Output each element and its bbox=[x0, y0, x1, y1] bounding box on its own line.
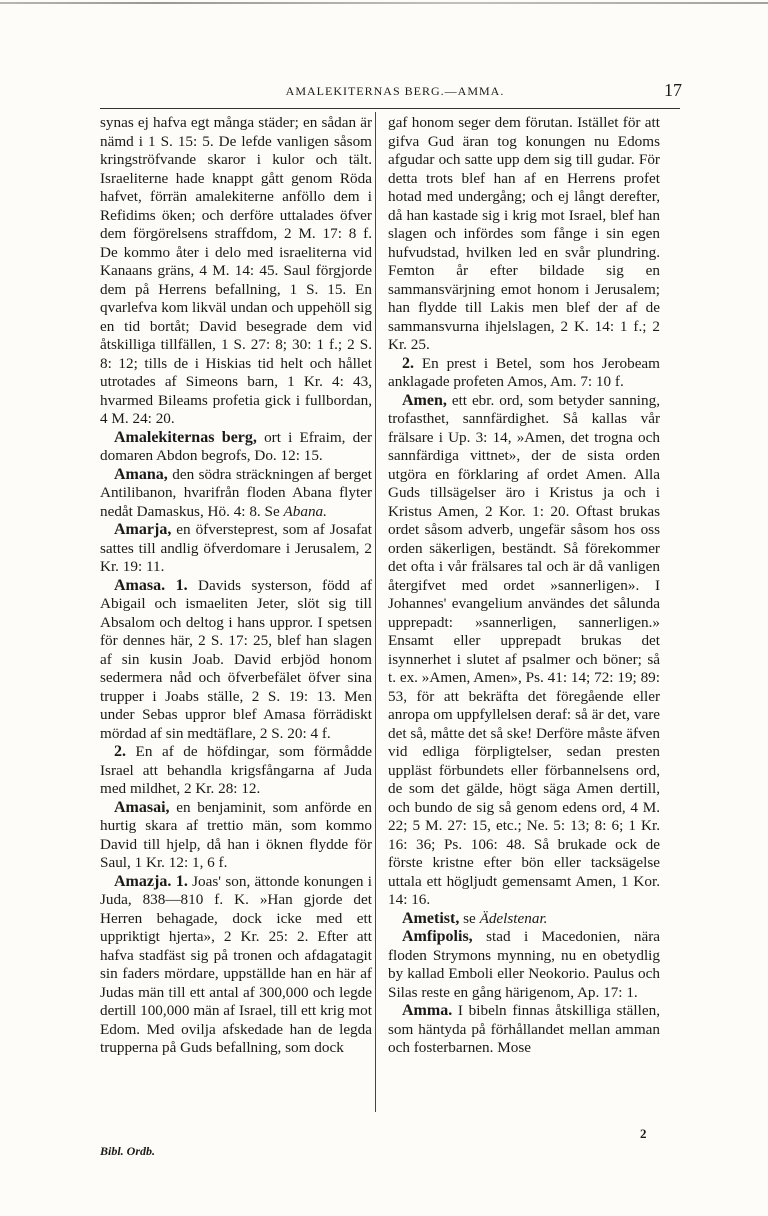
entry-text: den södra sträckningen af berget Antilibanon, hvarifrån floden Abana flyter nedåt Damaskus, Hö. 4: 8. Se bbox=[100, 465, 372, 520]
footer-signature: Bibl. Ordb. bbox=[100, 1144, 156, 1158]
page-header bbox=[100, 80, 690, 104]
entry-headword: Amen, bbox=[402, 391, 447, 409]
entry-headword: 2. bbox=[114, 743, 126, 760]
entry-text: Davids systerson, född af Abigail och ismaeliten Jeter, slöt sig till Absalom och deltog i hans uppror. I spetsen för dennes här, 2 S. 17: 25, blef han slagen af sin kusin Joab. David erbjöd honom sedermera nåd och öfverbefälet öfver sina trupper i Joabs ställe, 2 S. 19: 13. Men under Sebas uppror blef Amasa förrädiskt mördad af sin medtäflare, 2 S. 20: 4 f. bbox=[100, 576, 372, 742]
dictionary-entry bbox=[388, 928, 660, 1002]
entry-headword: Amalekiternas berg, bbox=[114, 428, 257, 446]
entry-text: Joas' son, ättonde konungen i Juda, 838—810 f. K. »Han gjorde det Herren behagade, dock icke med ett uppriktigt hjerta», 2 Kr. 25: 2. Efter att hafva stadfäst sig på tronen och afdagatagit sin faders mördare, uppställde han en här af Judas män till ett antal af 300,000 och legde dertill 100,000 män af Israel, till ett krig mot Edom. Med ovilja afskedade han de legda trupperna på Guds befallning, som dock bbox=[100, 872, 372, 1056]
entry-text: En af de höfdingar, som förmådde Israel att behandla krigsfångarna af Juda med mildhet, 2 Kr. 28: 12. bbox=[100, 743, 372, 797]
sheet-number: 2 bbox=[640, 1126, 647, 1141]
dictionary-entry bbox=[100, 466, 372, 522]
dictionary-entry bbox=[388, 392, 660, 910]
dictionary-entry bbox=[388, 1002, 660, 1058]
entry-text: se bbox=[459, 909, 480, 927]
entry-headword: Amfipolis, bbox=[402, 928, 473, 945]
entry-text: en öfversteprest, som af Josafat sattes till andlig öfverdomare i Jerusalem, 2 Kr. 19: 11. bbox=[100, 521, 372, 575]
entry-headword: Amasa. 1. bbox=[114, 576, 188, 594]
page-number: 17 bbox=[664, 80, 682, 100]
dictionary-entry bbox=[100, 799, 372, 873]
scan-edge bbox=[0, 2, 768, 4]
dictionary-entry bbox=[388, 910, 660, 929]
dictionary-entry bbox=[100, 743, 372, 799]
entry-headword: Amarja, bbox=[114, 521, 172, 538]
cross-reference: Ädelstenar. bbox=[479, 909, 548, 927]
entry-headword: Amana, bbox=[114, 465, 168, 483]
entry-headword: Amazja. 1. bbox=[114, 872, 188, 890]
column-divider bbox=[375, 112, 376, 1112]
dictionary-entry bbox=[100, 429, 372, 466]
right-column bbox=[388, 114, 660, 1058]
entry-text: I bibeln finnas åtskilliga ställen, som häntyda på förhållandet mellan amman och fosterbarnen. Mose bbox=[388, 1002, 660, 1056]
entry-headword: Amasai, bbox=[114, 798, 170, 816]
dictionary-entry bbox=[100, 114, 372, 429]
entry-text: gaf honom seger dem förutan. Istället för att gifva Gud äran tog konungen nu Edoms afgudar och satte upp dem sig till gudar. För detta trots blef han af en Herrens profet hotad med undergång; och ej långt derefter, då han kastade sig i krig mot Israel, blef han slagen och infördes som fånge i sin egen hufvudstad, hvilken led en svår plundring. Femton år efter bildade sig en sammansvärjning emot honom i Jerusalem; han flydde till Lakis men blef der af de sammansvurna ihjelslagen, 2 K. 14: 1 f.; 2 Kr. 25. bbox=[388, 114, 660, 353]
entry-text: en benjaminit, som anförde en hurtig skara af trettio män, som kommo David till hjelp, då han i öknen flydde för Saul, 1 Kr. 12: 1, 6 f. bbox=[100, 798, 372, 871]
entry-text: ett ebr. ord, som betyder sanning, trofasthet, sannfärdighet. Så kallas vår frälsare i Up. 3: 14, »Amen, det trogna och sannfärdiga vittnet», der de sista orden utgöra en förklaring af ordet Amen. Alla Guds tillsägelser äro i Kristus ja och i Kristus Amen, 2 Kor. 1: 20. Oftast brukas ordet såsom adverb, ungefär såsom hos oss orden säkerligen, beständt. Så förekommer det ofta i vår frälsares tal och är då vanligen återgifvet med ordet »sannerligen». I Johannes' evangelium användes det sålunda upprepadt: »sannerligen, sannerligen.» Ensamt eller upprepadt brukas det isynnerhet i slutet af psalmer och böner; så t. ex. »Amen, Amen», Ps. 41: 14; 72: 19; 89: 53, för att bekräfta det föregående eller anropa om uppfyllelsen deraf: så är det, vare det så, måtte det så ske! Derföre måste äfven vid edliga förpligtelser, sedan presten uppläst förbundets eller förbannelsens ord, de som det gälde, högt säga Amen dertill, och bundo de sig så genom edens ord, 4 M. 22; 5 M. 27: 15, etc.; Ne. 5: 13; 8: 6; 1 Kr. 16: 36; Ps. 106: 48. Så brukade ock de förste kristne efter bön eller tacksägelse uttala ett högljudt gemensamt Amen, 1 Kor. 14: 16. bbox=[388, 391, 660, 908]
header-rule bbox=[100, 108, 680, 109]
entry-text: stad i Macedonien, nära floden Strymons mynning, nu en obetydlig by kallad Emboli eller Neokorio. Paulus och Silas reste en gång härigenom, Ap. 17: 1. bbox=[388, 928, 660, 1001]
dictionary-entry bbox=[100, 521, 372, 577]
dictionary-entry bbox=[100, 577, 372, 744]
entry-text: En prest i Betel, som hos Jerobeam anklagade profeten Amos, Am. 7: 10 f. bbox=[388, 354, 660, 390]
entry-text: ort i Efraim, der domaren Abdon begrofs, Do. 12: 15. bbox=[100, 428, 373, 464]
running-title: AMALEKITERNAS BERG.—AMMA. bbox=[285, 84, 505, 98]
entry-headword: 2. bbox=[402, 354, 414, 372]
dictionary-entry bbox=[388, 114, 660, 355]
dictionary-entry bbox=[100, 873, 372, 1058]
cross-reference: Abana. bbox=[283, 502, 327, 520]
entry-text: synas ej hafva egt många städer; en sådan är nämd i 1 S. 15: 5. De lefde vanligen såsom kringströfvande skaror i kulor och tält. Israeliterne hade knappt gått genom Röda hafvet, förrän amalekiterne anföllo dem i Refidims öken; och derföre uttalades öfver dem förgörelsens straffdom, 2 M. 17: 8 f. De kommo åter i delo med israeliterna vid Kanaans gräns, 4 M. 14: 45. Saul förgjorde dem på Herrens befallning, 1 S. 15. En qvarlefva kom likväl undan och uppehöll sig en tid bortåt; David besegrade dem vid åtskilliga tillfällen, 1 S. 27: 8; 30: 1 f.; 2 S. 8: 12; tills de i Hiskias tid helt och hållet utrotades af Simeons barn, 1 Kr. 4: 43, hvarmed Bileams profetia gick i fullbordan, 4 M. 24: 20. bbox=[100, 114, 372, 427]
left-column bbox=[100, 114, 372, 1058]
dictionary-entry bbox=[388, 355, 660, 392]
entry-headword: Ametist, bbox=[402, 909, 460, 927]
entry-headword: Amma. bbox=[402, 1002, 453, 1019]
